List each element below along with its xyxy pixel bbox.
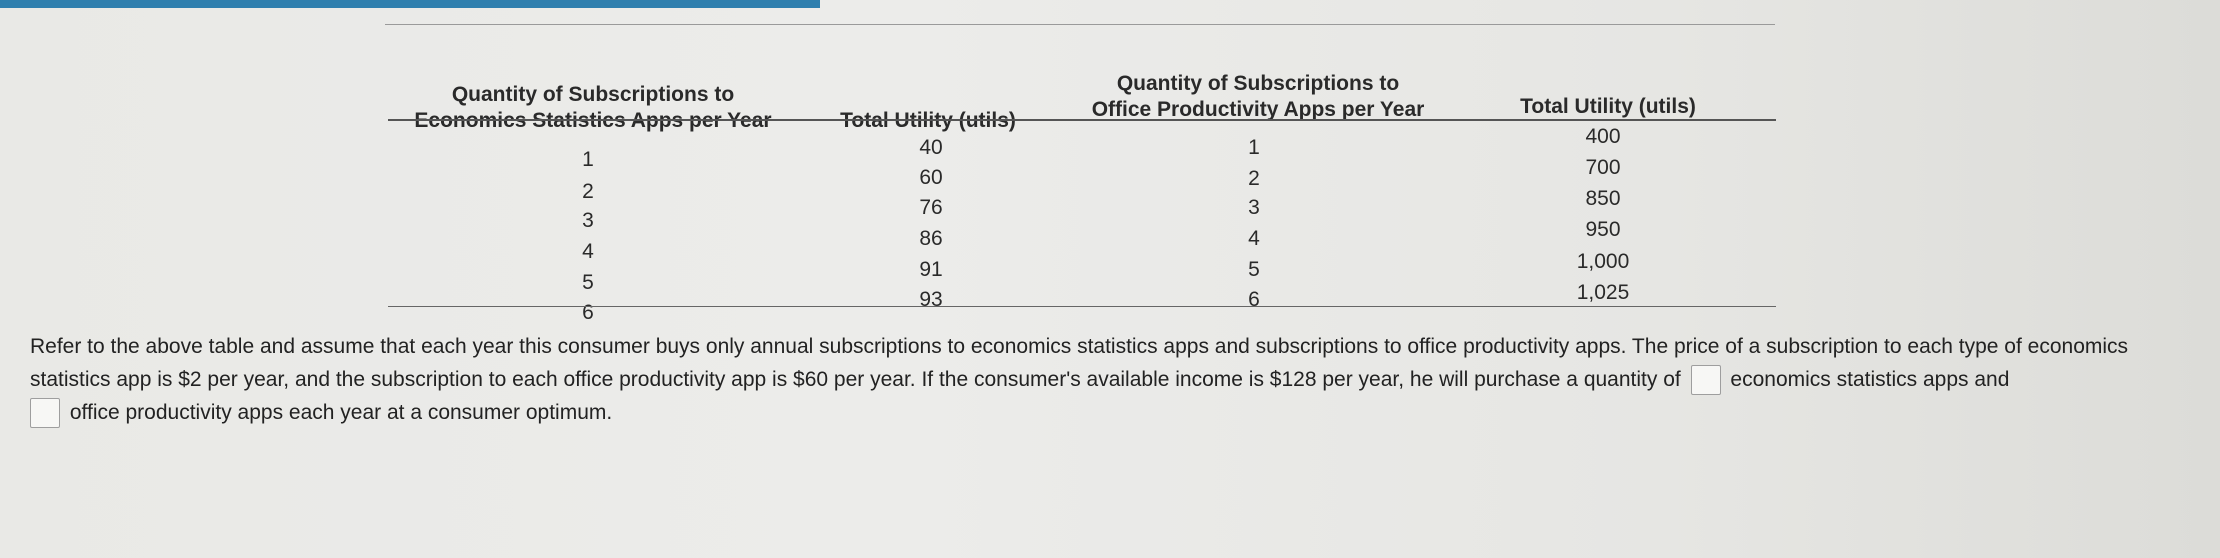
header-econ-qty <box>388 82 798 134</box>
office-tu-cell: 700 <box>1585 156 1621 179</box>
question-part1: Refer to the above table and assume that each year this consumer buys only annual subscriptions to economics statistics apps and subscriptions to office productivity apps. The price of a subscription to each type of economics statistics app is $2 per year, and the subscription to each office productivity app is $60 per year. If the consumer's available income is $128 per year, he will purchase a quantity of <box>30 335 2129 391</box>
econ-tu-cell: 93 <box>919 288 943 311</box>
econ-qty-cell: 3 <box>582 209 594 232</box>
econ-qty-cell: 2 <box>582 180 594 203</box>
header-office-qty <box>1068 71 1448 123</box>
office-qty-cell: 6 <box>1248 288 1260 311</box>
econ-qty-cell: 5 <box>582 271 594 294</box>
office-tu-cell: 1,000 <box>1576 250 1630 273</box>
office-tu-cell: 400 <box>1585 125 1621 148</box>
office-tu-cell: 850 <box>1585 187 1621 210</box>
office-qty-cell: 5 <box>1248 258 1260 281</box>
header-econ-qty-line1: Quantity of Subscriptions to <box>451 83 735 106</box>
header-econ-tu: Total Utility (utils) <box>840 109 1016 132</box>
header-rule <box>388 119 1776 121</box>
econ-qty-cell: 6 <box>582 301 594 324</box>
econ-qty-cell: 4 <box>582 240 594 263</box>
office-qty-cell: 1 <box>1248 136 1260 159</box>
office-tu-cell: 950 <box>1585 218 1621 241</box>
table-bottom-rule <box>388 306 1776 307</box>
office-qty-cell: 3 <box>1248 196 1260 219</box>
question-part2: economics statistics apps and <box>1730 368 2010 391</box>
top-accent-bar <box>0 0 820 8</box>
top-divider <box>385 24 1775 25</box>
office-tu-cell: 1,025 <box>1576 281 1630 304</box>
utility-table <box>388 68 1776 324</box>
econ-qty-cell: 1 <box>582 148 594 171</box>
econ-tu-cell: 76 <box>919 196 943 219</box>
econ-tu-cell: 86 <box>919 227 943 250</box>
header-office-qty-line1: Quantity of Subscriptions to <box>1116 72 1400 95</box>
question-text <box>30 330 2190 429</box>
header-econ-qty-line2: Economics Statistics Apps per Year <box>414 109 772 132</box>
econ-tu-cell: 91 <box>919 258 943 281</box>
econ-tu-cell: 60 <box>919 166 943 189</box>
econ-apps-answer-input[interactable] <box>1691 365 1721 395</box>
econ-tu-cell: 40 <box>919 136 943 159</box>
header-office-qty-line2: Office Productivity Apps per Year <box>1091 98 1425 121</box>
office-qty-cell: 2 <box>1248 167 1260 190</box>
header-office-tu: Total Utility (utils) <box>1520 95 1696 118</box>
office-qty-cell: 4 <box>1248 227 1260 250</box>
question-part3: office productivity apps each year at a consumer optimum. <box>69 401 613 424</box>
office-apps-answer-input[interactable] <box>30 398 60 428</box>
